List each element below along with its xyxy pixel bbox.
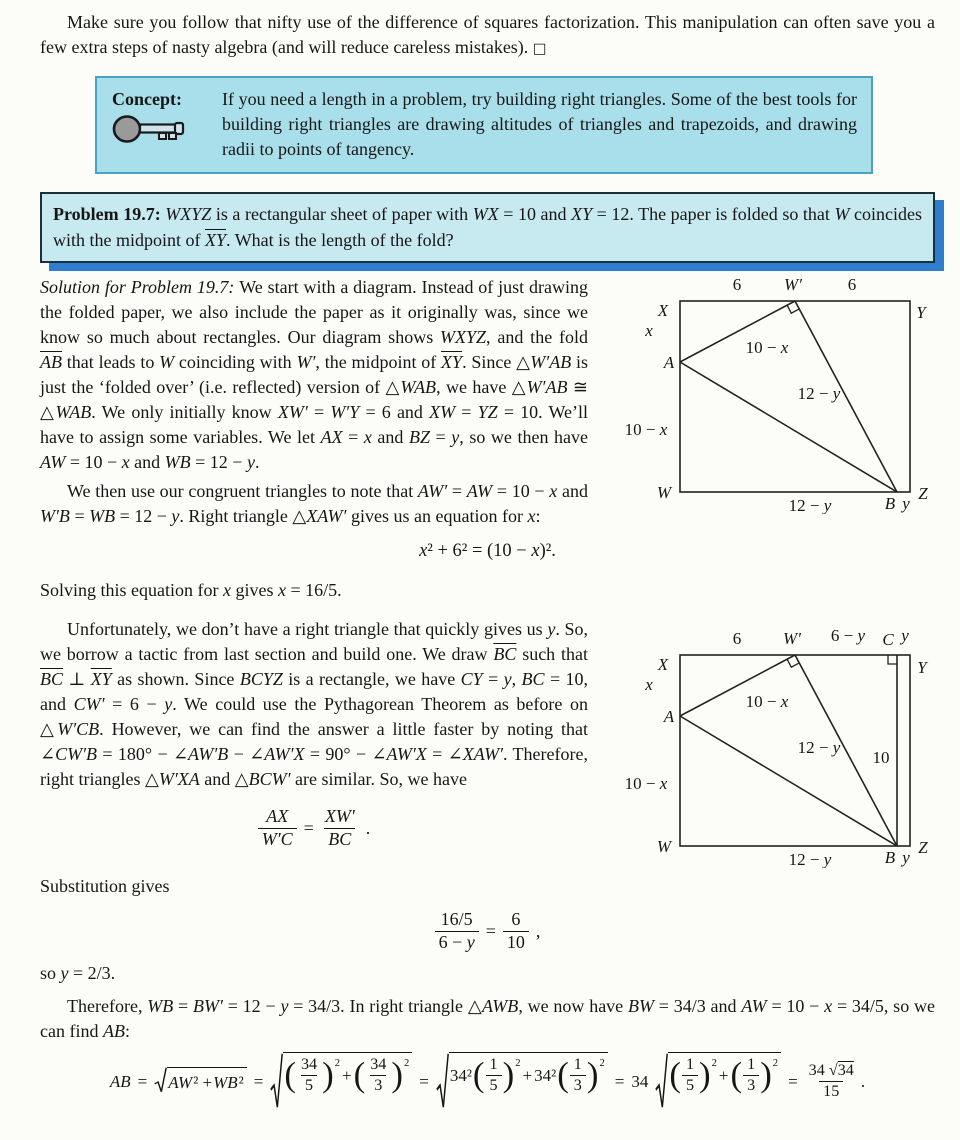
left-paren: (	[353, 1055, 366, 1095]
sqrt-sign-icon	[270, 1052, 283, 1110]
label-point-a: A	[663, 707, 675, 726]
label-aw-side: 10 − x	[624, 420, 668, 439]
fraction-1-5: $\frac{1}{5}$	[486, 1055, 502, 1095]
right-paren: )	[586, 1055, 599, 1095]
coefficient-34sq: 34²	[449, 1065, 472, 1085]
label-cy: y	[901, 626, 909, 645]
sqrt-sign-icon	[154, 1067, 167, 1093]
concept-text: If you need a length in a problem, try building right triangles. Some of the best tools for building right triangles are drawing altitudes of triangles and trapezoids, and drawing radii to points of tangency.	[222, 89, 857, 159]
fraction-1-3: $\frac{1}{3}$	[570, 1055, 586, 1095]
period: .	[365, 817, 371, 838]
left-paren: (	[730, 1055, 743, 1095]
equals-sign: =	[303, 817, 314, 838]
substitution-label: Substitution gives	[40, 876, 170, 896]
left-paren: (	[669, 1055, 681, 1095]
plus-sign: +	[342, 1065, 352, 1085]
right-paren: )	[391, 1055, 403, 1095]
fraction-1-3: $\frac{1}{3}$	[743, 1055, 759, 1095]
radical-4	[655, 1052, 781, 1110]
equals-sign: =	[253, 1071, 264, 1091]
right-angle-mark-c	[888, 655, 897, 664]
label-corner-y: Y	[917, 658, 927, 677]
period: .	[860, 1071, 866, 1091]
coefficient-34sq: 34²	[534, 1065, 557, 1085]
figure-1	[600, 271, 935, 514]
plus-sign: +	[522, 1065, 533, 1085]
label-wprime-b: 12 − y	[797, 384, 841, 403]
fraction-34-5: $\frac{34}{5}$	[300, 1056, 318, 1094]
right-paren: )	[699, 1055, 711, 1095]
exponent-2: 2	[599, 1057, 605, 1069]
solution-paragraph-1: Solution for Problem 19.7: We start with a diagram. Instead of just drawing the folded paper, we also include the paper as it originally was, since we know so much about rectangles. Our diagram shows WXYZ, and the fold $\overline{AB}$ that leads to W coinciding with W′, the midpoint of $\overline{XY}$. Since △W′AB is just the ‘folded over’ (i.e. reflected) version of △WAB, we have △W′AB ≅ △WAB. We only initially know XW′ = W′Y = 6 and XW = YZ = 10. We’ll have to assign some variables. We let AX = x and BZ = y, so we then have AW = 10 − x and WB = 12 − y.	[40, 277, 589, 472]
concept-box-left	[112, 87, 206, 162]
fraction-16-5-over-6-y: $\frac{16/5}{6 - y}$	[435, 909, 479, 953]
label-corner-z: Z	[918, 838, 928, 857]
label-corner-z: Z	[918, 484, 928, 503]
solution-paragraph-5: so y = 2/3.	[40, 963, 116, 984]
label-corner-y: Y	[916, 303, 926, 322]
right-paren: )	[760, 1055, 772, 1095]
label-ax: x	[645, 675, 653, 694]
label-fold-upper: 10 − x	[745, 692, 789, 711]
fold-diagram-1	[600, 271, 935, 514]
label-point-b: B	[884, 848, 896, 867]
equals-sign: =	[614, 1071, 625, 1091]
equation-pythagoras: x² + 6² = (10 − x)².	[419, 541, 556, 561]
fraction-xw-bc: $\frac{XW'}{BC}$	[324, 806, 355, 849]
left-paren: (	[472, 1055, 485, 1095]
label-corner-w: W	[656, 837, 672, 856]
exponent-2: 2	[403, 1057, 410, 1069]
equals-sign: =	[485, 920, 496, 941]
label-bz: y	[902, 494, 910, 513]
key-icon	[112, 112, 190, 148]
solution-paragraph-2: We then use our congruent triangles to note that AW′ = AW = 10 − x and W′B = WB = 12 − y. Right triangle △XAW′ gives us an equation for x:	[40, 481, 589, 526]
fraction-1-5: $\frac{1}{5}$	[682, 1055, 698, 1095]
label-corner-x: X	[657, 655, 669, 674]
fraction-6-10: $\frac{6}{10}$	[503, 909, 529, 953]
label-bc-10: 10	[872, 748, 890, 767]
problem-box	[40, 192, 935, 263]
label-aw-side: 10 − x	[624, 774, 668, 793]
plus-sign: +	[718, 1065, 729, 1085]
label-wb-bottom: 12 − y	[788, 850, 832, 868]
figure-2	[600, 615, 935, 868]
solution-section-1	[40, 275, 935, 529]
concept-label: Concept:	[112, 89, 182, 109]
concept-box	[95, 76, 873, 174]
equals-sign: =	[419, 1071, 429, 1091]
fold-diagram-2	[600, 615, 935, 868]
label-w-prime: W′	[783, 629, 801, 648]
label-bz: y	[902, 848, 910, 867]
solution-paragraph-4: Unfortunately, we don’t have a right triangle that quickly gives us y. So, we borrow a tactic from last section and build one. We draw $\overline{BC}$ such that $\overline{BC}$ ⊥ $\overline{XY}$ as shown. Since BCYZ is a rectangle, we have CY = y, BC = 10, and CW′ = 6 − y. We could use the Pythagorean Theorem as before on △W′CB. However, we can find the answer a little faster by noting that ∠CW′B = 180° − ∠AW′B − ∠AW′X = 90° − ∠AW′X = ∠XAW′. Therefore, right triangles △W′XA and △BCW′ are similar. So, we have	[40, 619, 589, 789]
result-fraction: $\frac{34 √34}{15}$	[808, 1062, 854, 1100]
fraction-34-3: $\frac{34}{3}$	[370, 1056, 387, 1094]
right-paren: )	[322, 1055, 334, 1095]
problem-statement	[53, 201, 922, 253]
radical-1: AW ² + WB ²	[154, 1067, 247, 1095]
problem-text: WXYZ is a rectangular sheet of paper with WX = 10 and XY = 12. The paper is folded so that W coincides with the midpoint of $\overline{XY}$. What is the length of the fold?	[53, 204, 922, 250]
label-corner-x: X	[657, 301, 669, 320]
equals-sign: =	[137, 1071, 148, 1091]
radical-2	[270, 1052, 412, 1110]
left-paren: (	[557, 1055, 569, 1095]
label-seg-left-6: 6	[732, 275, 742, 294]
exponent-2: 2	[334, 1057, 340, 1069]
coefficient-34: 34	[631, 1071, 649, 1091]
exponent-2: 2	[515, 1057, 521, 1069]
fraction-ax-wc: $\frac{AX}{W'C}$	[258, 806, 297, 850]
label-seg-right-6: 6	[847, 275, 857, 294]
right-paren: )	[502, 1055, 515, 1095]
label-corner-w: W	[656, 483, 672, 502]
label-point-c: C	[882, 630, 894, 649]
label-wb-bottom: 12 − y	[788, 496, 832, 514]
exponent-2: 2	[711, 1057, 717, 1069]
left-paren: (	[284, 1055, 296, 1095]
intro-paragraph: Make sure you follow that nifty use of the difference of squares factorization. This manipulation can often save you a few extra steps of nasty algebra (and will reduce careless mistakes). □	[40, 12, 935, 57]
equation-substitution	[40, 907, 935, 953]
exponent-2: 2	[772, 1057, 779, 1069]
label-point-a: A	[663, 353, 675, 372]
final-equation	[40, 1052, 935, 1110]
comma: ,	[535, 920, 541, 941]
solution-paragraph-3: Solving this equation for x gives x = 16/5.	[40, 580, 342, 600]
solution-paragraph-6: Therefore, WB = BW′ = 12 − y = 34/3. In right triangle △AWB, we now have BW = 34/3 and AW = 10 − x = 34/5, so we can find AB:	[40, 996, 935, 1042]
equals-sign: =	[788, 1071, 798, 1091]
label-wprime-b: 12 − y	[797, 738, 841, 757]
label-point-b: B	[884, 494, 896, 513]
problem-label: Problem 19.7:	[53, 204, 161, 224]
label-fold-upper: 10 − x	[745, 338, 789, 357]
label-seg-6-minus-y: 6 − y	[830, 626, 866, 645]
label-ax: x	[645, 321, 653, 340]
radical-3	[436, 1052, 608, 1110]
sqrt-sign-icon	[655, 1052, 668, 1110]
label-w-prime: W′	[784, 275, 802, 294]
ab-term: AB	[109, 1071, 131, 1091]
label-seg-left-6: 6	[732, 629, 742, 648]
solution-section-2	[40, 617, 935, 872]
sqrt-sign-icon	[436, 1052, 449, 1110]
